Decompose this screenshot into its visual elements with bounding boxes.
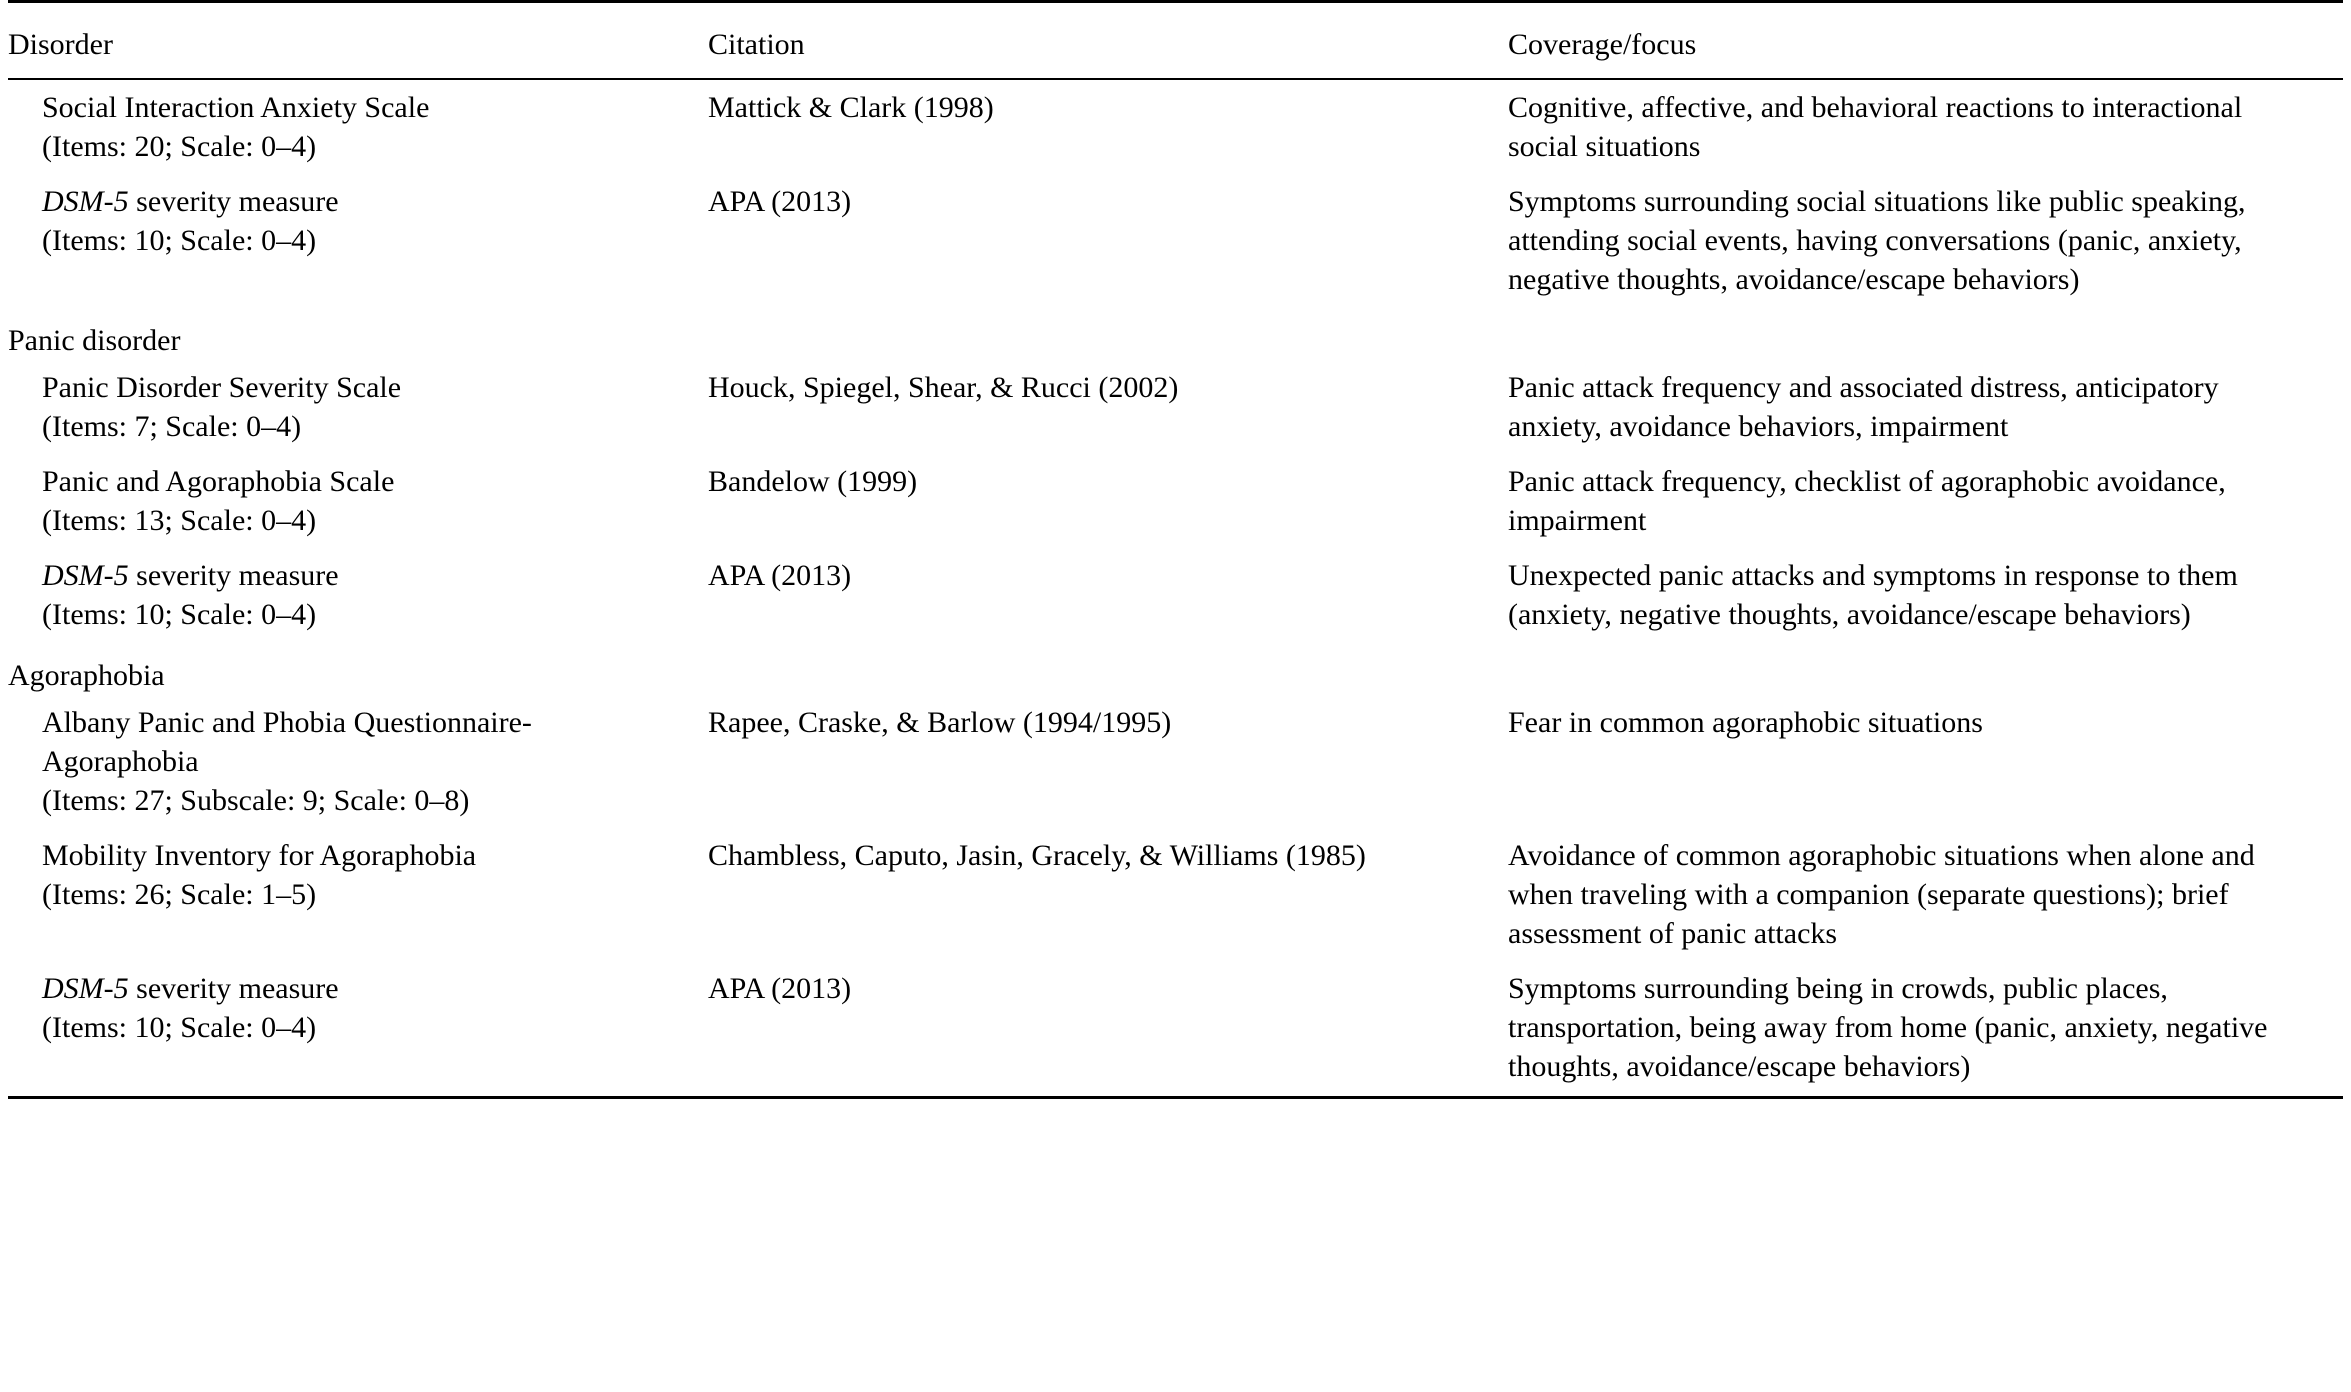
citation-cell: Houck, Spiegel, Shear, & Rucci (2002) (708, 371, 1179, 404)
coverage-cell: Fear in common agoraphobic situations (1508, 706, 1983, 739)
measure-details: (Items: 27; Subscale: 9; Scale: 0–8) (42, 784, 470, 817)
coverage-cell: Avoidance of common agoraphobic situations when alone and when traveling with a companion (separate questions); brief assessment of panic attacks (1508, 839, 2255, 950)
measure-name (42, 839, 476, 872)
table-row (8, 360, 2343, 454)
coverage-cell: Symptoms surrounding social situations like public speaking, attending social events, having conversations (panic, anxiety, negative thoughts, avoidance/escape behaviors) (1508, 185, 2246, 296)
measure-details: (Items: 13; Scale: 0–4) (42, 504, 317, 537)
coverage-cell: Panic attack frequency and associated distress, anticipatory anxiety, avoidance behaviors, impairment (1508, 371, 2219, 443)
table-group-row (8, 642, 2343, 695)
measure-name-italic: DSM-5 (42, 185, 129, 218)
column-header-citation: Citation (708, 28, 805, 61)
group-label: Agoraphobia (8, 659, 165, 692)
measure-details: (Items: 7; Scale: 0–4) (42, 410, 302, 443)
measure-name-cell (8, 454, 708, 548)
citation-cell: APA (2013) (708, 559, 852, 592)
measure-details: (Items: 10; Scale: 0–4) (42, 1011, 317, 1044)
column-header-coverage: Coverage/focus (1508, 28, 1697, 61)
measure-name-text: Panic and Agoraphobia Scale (42, 465, 395, 498)
table-body (8, 79, 2343, 1096)
measure-details: (Items: 26; Scale: 1–5) (42, 878, 317, 911)
measure-name-cell (8, 961, 708, 1096)
citation-cell: APA (2013) (708, 185, 852, 218)
citation-cell: APA (2013) (708, 972, 852, 1005)
citation-cell: Chambless, Caputo, Jasin, Gracely, & Williams (1985) (708, 839, 1366, 872)
measure-name (42, 371, 401, 404)
table-row (8, 174, 2343, 307)
citation-cell: Rapee, Craske, & Barlow (1994/1995) (708, 706, 1172, 739)
measure-name-italic: DSM-5 (42, 972, 129, 1005)
table-row (8, 695, 2343, 828)
table-row (8, 454, 2343, 548)
table-group-row (8, 307, 2343, 360)
measure-details: (Items: 10; Scale: 0–4) (42, 224, 317, 257)
table-row (8, 79, 2343, 174)
citation-cell: Bandelow (1999) (708, 465, 918, 498)
measure-name (42, 559, 339, 592)
table-row (8, 828, 2343, 961)
coverage-cell: Unexpected panic attacks and symptoms in response to them (anxiety, negative thoughts, avoidance/escape behaviors) (1508, 559, 2238, 631)
coverage-cell: Cognitive, affective, and behavioral reactions to interactional social situations (1508, 91, 2243, 163)
table-row (8, 961, 2343, 1096)
measure-name-text: Mobility Inventory for Agoraphobia (42, 839, 477, 872)
measure-name-text: Albany Panic and Phobia Questionnaire-Agoraphobia (42, 706, 532, 778)
measure-name-cell (8, 79, 708, 174)
measure-name-text: severity measure (128, 559, 339, 592)
measure-name-text: severity measure (128, 185, 339, 218)
table-row (8, 548, 2343, 642)
measure-name-text: Social Interaction Anxiety Scale (42, 91, 430, 124)
measure-name (42, 185, 339, 218)
measure-name-cell (8, 695, 708, 828)
group-label: Panic disorder (8, 324, 181, 357)
measure-name (42, 972, 339, 1005)
measure-name-italic: DSM-5 (42, 559, 129, 592)
assessment-measures-table (8, 0, 2343, 1096)
coverage-cell: Symptoms surrounding being in crowds, public places, transportation, being away from home (panic, anxiety, negative thoughts, avoidance/escape behaviors) (1508, 972, 2268, 1083)
measure-details: (Items: 20; Scale: 0–4) (42, 130, 317, 163)
table-bottom-rule (8, 1096, 2343, 1099)
measure-name (42, 465, 394, 498)
measure-name-cell (8, 360, 708, 454)
column-header-disorder: Disorder (8, 28, 113, 61)
measure-name (42, 91, 429, 124)
measure-name-cell (8, 548, 708, 642)
measure-name-text: Panic Disorder Severity Scale (42, 371, 402, 404)
measure-name-cell (8, 828, 708, 961)
table-header (8, 2, 2343, 80)
measure-name (42, 706, 532, 778)
measure-name-cell (8, 174, 708, 307)
citation-cell: Mattick & Clark (1998) (708, 91, 994, 124)
measure-name-text: severity measure (128, 972, 339, 1005)
coverage-cell: Panic attack frequency, checklist of agoraphobic avoidance, impairment (1508, 465, 2226, 537)
measure-details: (Items: 10; Scale: 0–4) (42, 598, 317, 631)
